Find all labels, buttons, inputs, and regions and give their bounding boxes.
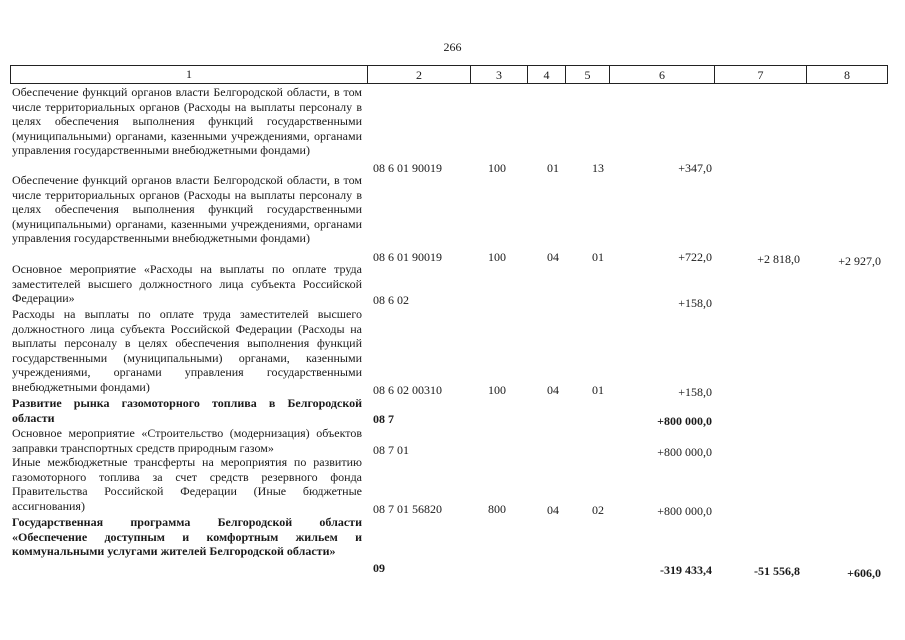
row-col-3: 100	[488, 161, 506, 175]
row-description: Основное мероприятие «Строительство (модернизация) объектов заправки транспортных средств природным газом»	[12, 426, 362, 455]
header-col-8: 8	[807, 65, 888, 84]
row-description: Расходы на выплаты по оплате труда заместителей высшего должностного лица субъекта Российской Федерации (Расходы на выплаты персоналу в целях обеспечения выполнения функций государственными (муниципальными) органами, казенными учреждениями, органами управления государственными внебюджетными фондами)	[12, 307, 362, 394]
row-description: Развитие рынка газомоторного топлива в Белгородской области	[12, 396, 362, 425]
row-code: 08 7 01 56820	[373, 502, 442, 516]
header-col-1-border	[10, 65, 368, 84]
row-description: Государственная программа Белгородской области «Обеспечение доступным и комфортным жильем и коммунальными услугами жителей Белгородской области»	[12, 515, 362, 559]
row-col-4: 04	[547, 250, 559, 264]
row-col-6: +800 000,0	[657, 414, 712, 428]
row-description: Обеспечение функций органов власти Белгородской области, в том числе территориальных органов (Расходы на выплаты персоналу в целях обеспечения выполнения функций государственными (муниципальными) органами, казенными учреждениями, органами управления государственными внебюджетными фондами)	[12, 173, 362, 246]
row-col-6: +722,0	[678, 250, 712, 264]
row-col-3: 100	[488, 250, 506, 264]
row-col-5: 01	[592, 383, 604, 397]
row-code: 08 6 01 90019	[373, 161, 442, 175]
row-col-8: +2 927,0	[838, 254, 881, 268]
row-code: 09	[373, 561, 385, 575]
row-col-5: 01	[592, 250, 604, 264]
header-col-4: 4	[528, 65, 566, 84]
row-description: Иные межбюджетные трансферты на мероприятия по развитию газомоторного топлива за счет средств резервного фонда Правительства Российской Федерации (Иные бюджетные ассигнования)	[12, 455, 362, 513]
row-description: Основное мероприятие «Расходы на выплаты по оплате труда заместителей высшего должностного лица субъекта Российской Федерации»	[12, 262, 362, 306]
header-col-5: 5	[566, 65, 610, 84]
row-col-8: +606,0	[847, 566, 881, 580]
row-code: 08 6 01 90019	[373, 250, 442, 264]
row-col-6: -319 433,4	[660, 563, 712, 577]
row-col-6: +158,0	[678, 296, 712, 310]
header-col-7: 7	[715, 65, 807, 84]
row-col-3: 100	[488, 383, 506, 397]
row-col-6: +347,0	[678, 161, 712, 175]
header-col-1: 1	[10, 65, 368, 84]
header-col-3: 3	[471, 65, 528, 84]
row-code: 08 6 02	[373, 293, 409, 307]
page-number: 266	[443, 40, 462, 54]
row-code: 08 7	[373, 412, 394, 426]
header-col-2: 2	[368, 65, 471, 84]
row-code: 08 6 02 00310	[373, 383, 442, 397]
row-description: Обеспечение функций органов власти Белгородской области, в том числе территориальных органов (Расходы на выплаты персоналу в целях обеспечения выполнения функций государственными (муниципальными) органами, казенными учреждениями, органами управления государственными внебюджетными фондами)	[12, 85, 362, 158]
row-code: 08 7 01	[373, 443, 409, 457]
row-col-4: 01	[547, 161, 559, 175]
row-col-4: 04	[547, 503, 559, 517]
row-col-5: 13	[592, 161, 604, 175]
header-col-6: 6	[610, 65, 715, 84]
row-col-7: -51 556,8	[754, 564, 800, 578]
row-col-4: 04	[547, 383, 559, 397]
row-col-5: 02	[592, 503, 604, 517]
row-col-3: 800	[488, 502, 506, 516]
row-col-6: +800 000,0	[657, 504, 712, 518]
row-col-6: +800 000,0	[657, 445, 712, 459]
row-col-6: +158,0	[678, 385, 712, 399]
row-col-7: +2 818,0	[757, 252, 800, 266]
